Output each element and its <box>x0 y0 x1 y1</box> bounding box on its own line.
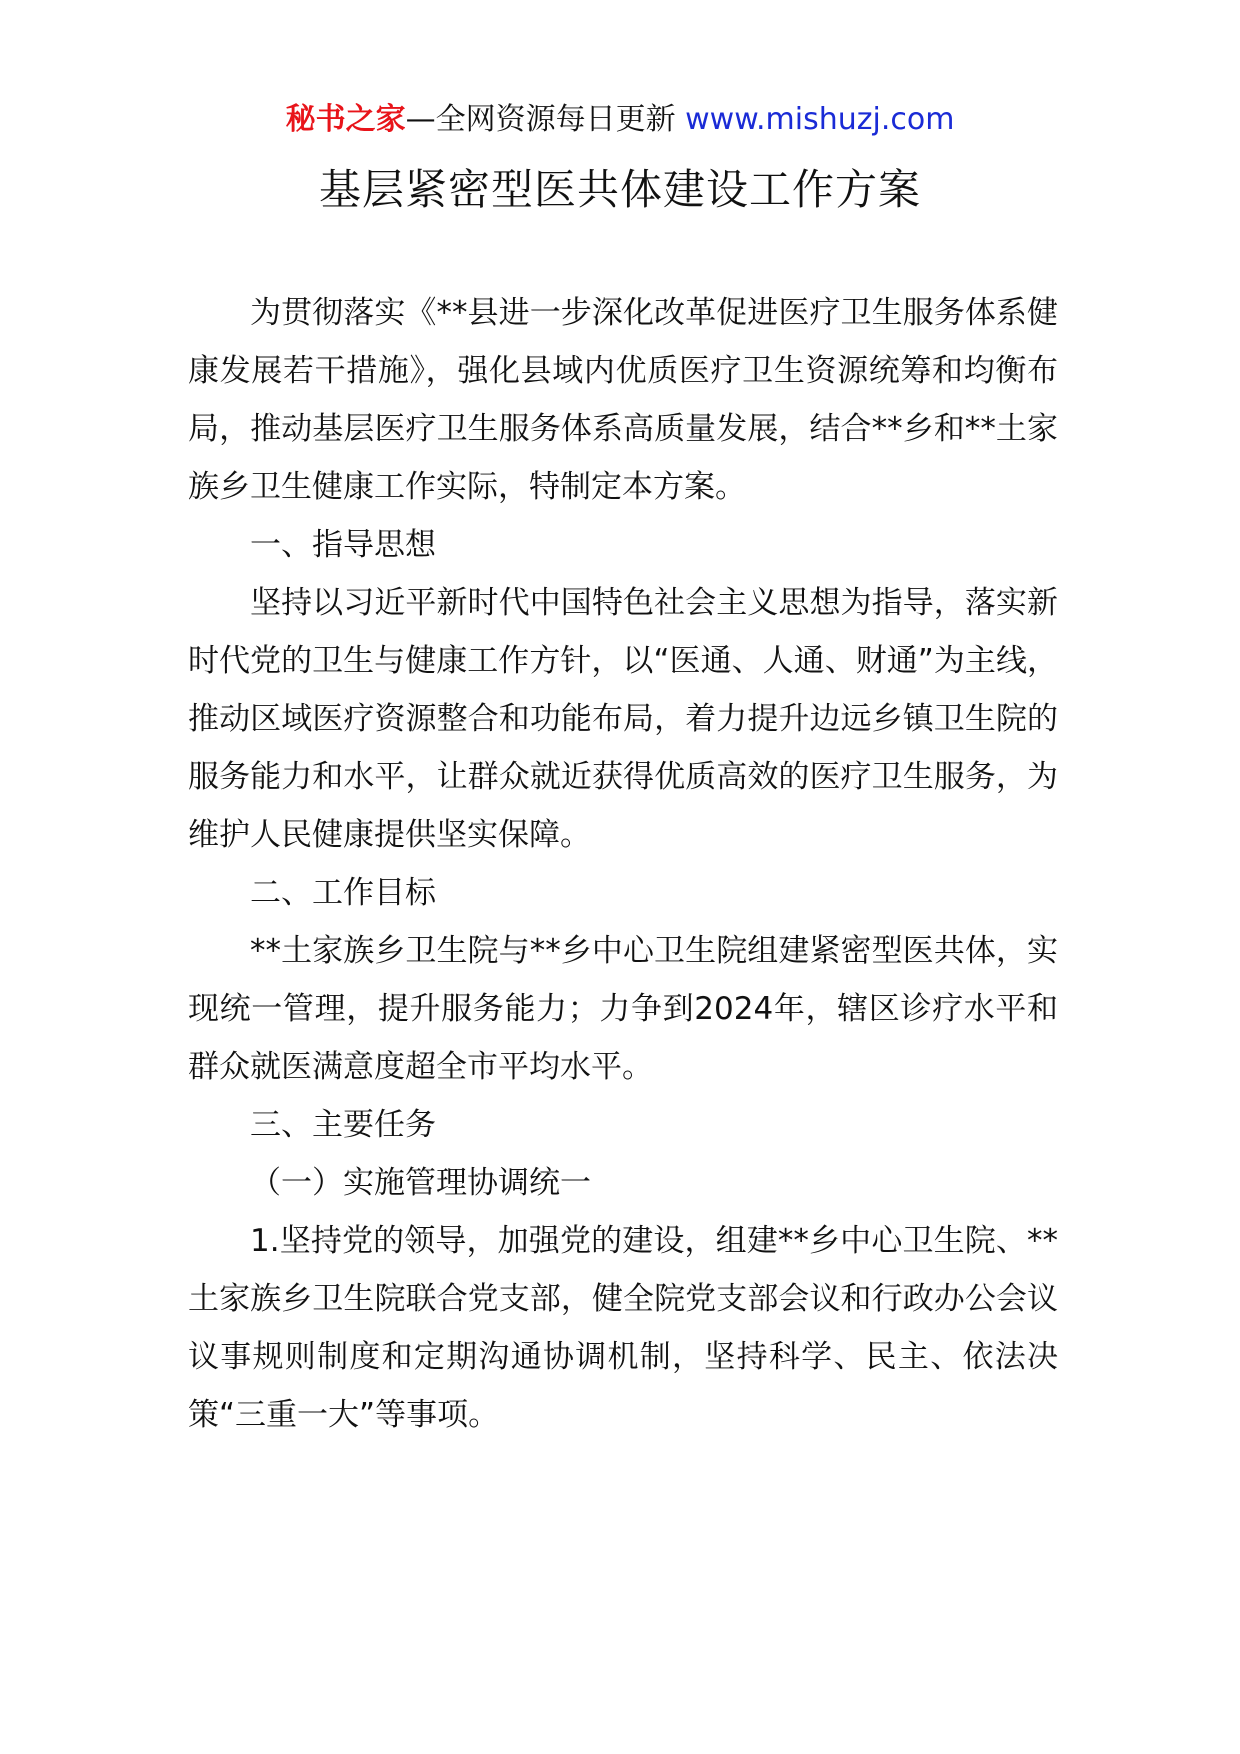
subsection-heading-management: （一）实施管理协调统一 <box>250 1165 591 1201</box>
task-item-1-paragraph: 1.坚持党的领导，加强党的建设，组建**乡中心卫生院、**土家族乡卫生院联合党支部，健全院党支部会议和行政办公会议议事规则制度和定期沟通协调机制，坚持科学、民主、依法决策“三重一大”等事项。 <box>188 1223 1058 1433</box>
section-heading-work-goals: 二、工作目标 <box>250 875 436 911</box>
guiding-ideology-paragraph: 坚持以习近平新时代中国特色社会主义思想为指导，落实新时代党的卫生与健康工作方针，以“医通、人通、财通”为主线，推动区域医疗资源整合和功能布局，着力提升边远乡镇卫生院的服务能力和水平，让群众就近获得优质高效的医疗卫生服务，为维护人民健康提供坚实保障。 <box>188 585 1058 853</box>
section-heading-main-tasks: 三、主要任务 <box>250 1107 436 1143</box>
banner-brand: 秘书之家 <box>285 102 406 137</box>
banner-url-link[interactable]: www.mishuzj.com <box>685 102 955 137</box>
site-banner <box>0 100 1240 140</box>
document-title: 基层紧密型医共体建设工作方案 <box>318 165 921 214</box>
banner-tagline: —全网资源每日更新 <box>405 102 676 137</box>
document-body <box>188 284 1058 1444</box>
section-heading-guiding-ideology: 一、指导思想 <box>250 527 436 563</box>
work-goals-paragraph: **土家族乡卫生院与**乡中心卫生院组建紧密型医共体，实现统一管理，提升服务能力；力争到2024年，辖区诊疗水平和群众就医满意度超全市平均水平。 <box>188 933 1058 1085</box>
intro-paragraph: 为贯彻落实《**县进一步深化改革促进医疗卫生服务体系健康发展若干措施》，强化县域内优质医疗卫生资源统筹和均衡布局，推动基层医疗卫生服务体系高质量发展，结合**乡和**土家族乡卫生健康工作实际，特制定本方案。 <box>188 295 1058 505</box>
